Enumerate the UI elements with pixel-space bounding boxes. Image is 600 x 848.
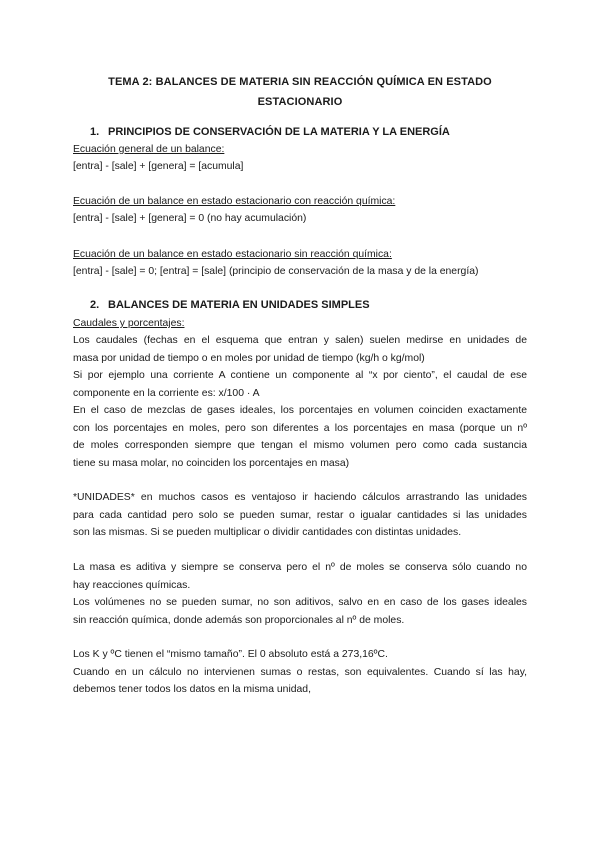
general-balance-equation: [entra] - [sale] + [genera] = [acumula]	[73, 161, 244, 172]
section-1-title: PRINCIPIOS DE CONSERVACIÓN DE LA MATERIA Y LA ENERGÍA	[108, 126, 450, 138]
paragraph-line: con los porcentajes en moles, pero son diferentes a los porcentajes en masa (porque un nº	[73, 422, 527, 434]
paragraph-line: masa por unidad de tiempo o en moles por unidad de tiempo (kg/h o kg/mol)	[73, 352, 425, 364]
paragraph-line: Los K y ºC tienen el “mismo tamaño”. El 0 absoluto está a 273,16ºC.	[73, 649, 388, 660]
units-paragraph	[73, 489, 527, 542]
steady-state-no-reaction-equation: [entra] - [sale] = 0; [entra] = [sale] (principio de conservación de la masa y de la energía)	[73, 266, 479, 277]
flows-paragraph	[73, 332, 527, 472]
temperature-paragraph	[73, 646, 527, 699]
paragraph-line: hay reacciones químicas.	[73, 579, 191, 591]
section-1-number: 1.	[90, 126, 100, 138]
paragraph-line: para cada cantidad pero solo se pueden sumar, restar o igualar cantidades si las unidades	[73, 509, 527, 521]
paragraph-line: Si por ejemplo una corriente A contiene un componente al “x por ciento”, el caudal de ese	[73, 370, 527, 381]
paragraph-line: La masa es aditiva y siempre se conserva pero el nº de moles se conserva sólo cuando no	[73, 562, 527, 573]
flows-percentages-subheading: Caudales y porcentajes:	[73, 318, 185, 329]
paragraph-line: *UNIDADES* en muchos casos es ventajoso ir haciendo cálculos arrastrando las unidades	[73, 492, 527, 503]
paragraph-line: debemos tener todos los datos en la misma unidad,	[73, 684, 311, 695]
paragraph-line: tiene su masa molar, no coinciden los porcentajes en masa)	[73, 457, 350, 469]
paragraph-line: sin reacción química, donde además son proporcionales al nº de moles.	[73, 614, 405, 626]
general-balance-label: Ecuación general de un balance:	[73, 144, 225, 155]
document-title	[70, 72, 530, 112]
title-line-1: TEMA 2: BALANCES DE MATERIA SIN REACCIÓN QUÍMICA EN ESTADO	[108, 76, 492, 88]
paragraph-line: Cuando en un cálculo no intervienen sumas o restas, son equivalentes. Cuando sí las hay,	[73, 666, 527, 678]
paragraph-line: son las mismas. Si se pueden multiplicar o dividir cantidades con distintas unidades.	[73, 527, 462, 538]
section-2-heading	[90, 297, 370, 313]
title-line-2: ESTACIONARIO	[257, 96, 343, 108]
paragraph-line: de moles corresponden siempre que tengan el mismo volumen pero como cada sustancia	[73, 440, 527, 451]
mass-moles-paragraph	[73, 559, 527, 629]
steady-state-reaction-label: Ecuación de un balance en estado estacionario con reacción química:	[73, 196, 396, 207]
steady-state-no-reaction-label: Ecuación de un balance en estado estacionario sin reacción química:	[73, 249, 392, 260]
section-2-number: 2.	[90, 299, 100, 311]
paragraph-line: componente en la corriente es: x/100 · A	[73, 387, 260, 399]
section-2-title: BALANCES DE MATERIA EN UNIDADES SIMPLES	[108, 299, 370, 311]
steady-state-reaction-equation: [entra] - [sale] + [genera] = 0 (no hay acumulación)	[73, 213, 307, 224]
section-1-heading	[90, 124, 450, 140]
paragraph-line: En el caso de mezclas de gases ideales, los porcentajes en volumen coinciden exactamente	[73, 405, 527, 416]
paragraph-line: Los caudales (fechas en el esquema que entran y salen) suelen medirse en unidades de	[73, 335, 527, 346]
paragraph-line: Los volúmenes no se pueden sumar, no son aditivos, salvo en en caso de los gases ideales	[73, 597, 527, 608]
